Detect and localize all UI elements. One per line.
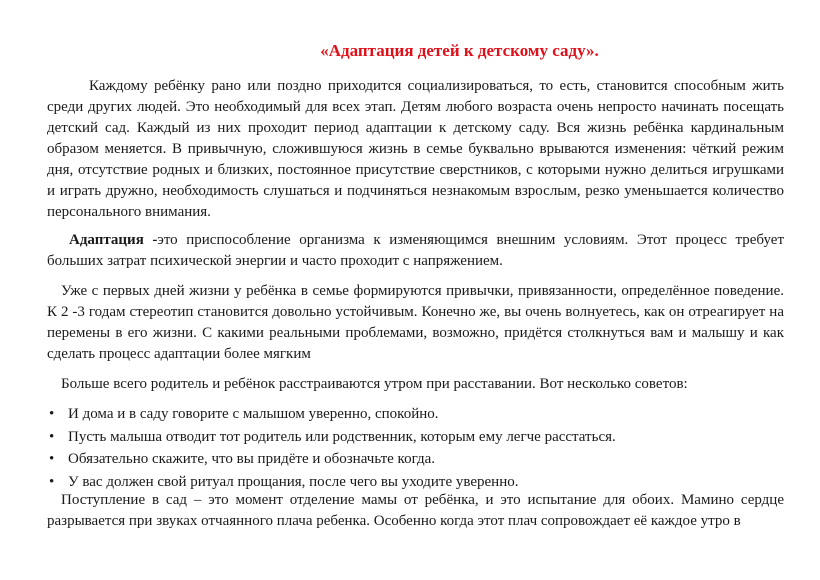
tip-text: Пусть малыша отводит тот родитель или родственник, которым ему легче расстаться. — [68, 428, 616, 445]
list-item — [47, 403, 784, 426]
tip-text: И дома и в саду говорите с малышом уверенно, спокойно. — [68, 406, 439, 422]
bullet-icon: • — [49, 406, 55, 422]
document-title: «Адаптация детей к детскому саду». — [320, 41, 599, 60]
definition-paragraph — [47, 230, 784, 272]
bullet-icon: • — [49, 451, 55, 467]
bullet-icon: • — [49, 473, 55, 490]
advice-intro-paragraph: Больше всего родитель и ребёнок расстраиваются утром при расставании. Вот несколько советов: — [61, 376, 688, 392]
list-item — [47, 426, 784, 449]
intro-paragraph: Каждому ребёнку рано или поздно приходится социализироваться, то есть, становится способным жить среди других людей. Это необходимый для всех этап. Детям любого возраста очень непросто начинать посещать детский сад. Каждый из них проходит период адаптации к детскому саду. Вся жизнь ребёнка кардинальным образом меняется. В привычную, сложившуюся жизнь в семье буквально врываются изменения: чёткий режим дня, отсутствие родных и близких, постоянное присутствие сверстников, с которыми нужно делиться игрушками и играть дружно, необходимость слушаться и подчиняться незнакомым взрослым, резко уменьшается количество персонального внимания. — [47, 78, 784, 220]
tips-list — [47, 403, 784, 493]
tip-text: Обязательно скажите, что вы придёте и обозначьте когда. — [68, 451, 436, 467]
bullet-icon: • — [49, 428, 55, 445]
separation-paragraph: Поступление в сад – это момент отделение мамы от ребёнка, и это испытание для обоих. Мамино сердце разрывается при звуках отчаянного плача ребенка. Особенно когда этот плач сопровождает её каждое утро в — [47, 492, 784, 529]
tip-text: У вас должен свой ритуал прощания, после чего вы уходите уверенно. — [68, 473, 519, 490]
habits-paragraph: Уже с первых дней жизни у ребёнка в семье формируются привычки, привязанности, определённое поведение. К 2 -3 годам стереотип становится довольно устойчивым. Конечно же, вы очень волнуетесь, как он отреагирует на перемены в его жизни. С какими реальными проблемами, возможно, придётся столкнуться вам и малышу и как сделать процесс адаптации более мягким — [47, 283, 784, 362]
definition-term: Адаптация - — [69, 232, 158, 248]
list-item — [47, 448, 784, 471]
definition-text: это приспособление организма к изменяющимся внешним условиям. Этот процесс требует больших затрат психической энергии и часто проходит с напряжением. — [47, 232, 785, 269]
